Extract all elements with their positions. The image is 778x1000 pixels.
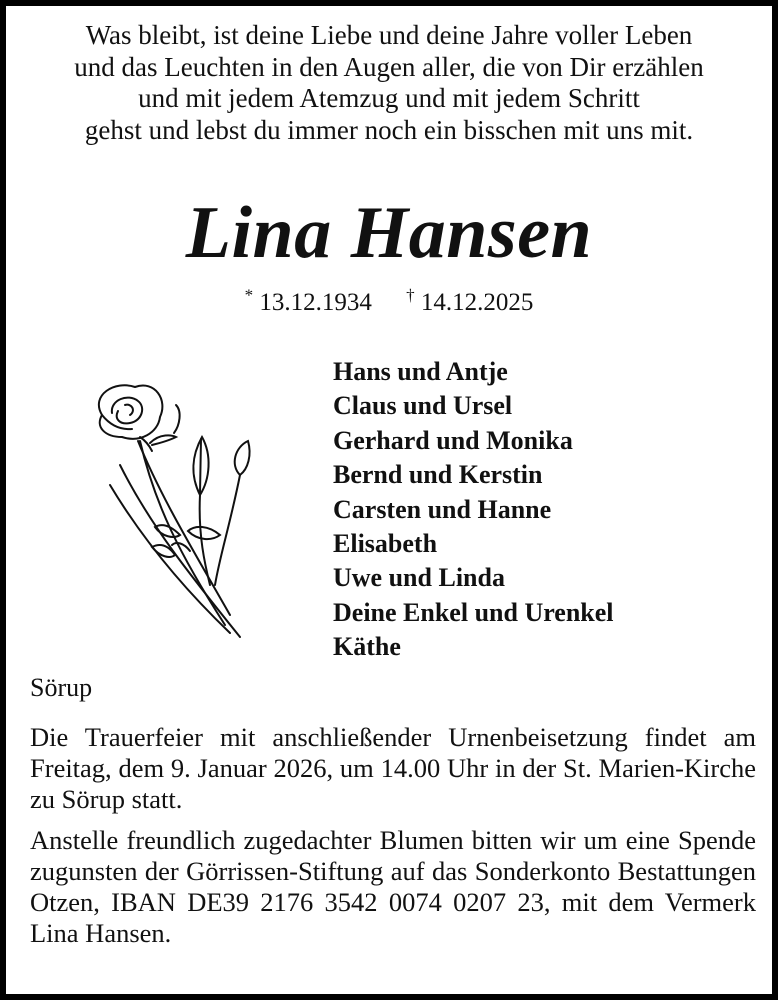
birth-date: 13.12.1934 [259,289,372,317]
birth [244,286,372,317]
memorial-verse [10,20,768,146]
deceased-name: Lina Hansen [185,192,593,274]
mourner: Bernd und Kerstin [333,460,543,490]
life-dates [0,280,778,319]
death-date: 14.12.2025 [420,289,534,317]
mourner: Uwe und Linda [333,563,505,593]
death-cross-icon: † [406,286,415,305]
mourner: Hans und Antje [333,357,508,386]
donation-info: Anstelle freundlich zugedachter Blumen bitten wir um eine Spende zugunsten der Görrissen-Stiftung auf das Sonderkonto Bestattungen Otzen, IBAN DE39 2176 3542 0074 0207 23, mit dem Vermerk Lina Hansen. [30,825,756,948]
verse-line: und das Leuchten in den Augen aller, die von Dir erzählen [74,51,704,82]
birth-star-icon: * [244,286,254,305]
verse-line: gehst und lebst du immer noch ein bisschen mit uns mit. [84,114,694,145]
mourners-list [333,355,614,665]
death [406,286,534,317]
mourner: Elisabeth [333,529,438,559]
mourner: Gerhard und Monika [333,425,573,455]
mourner: Carsten und Hanne [333,494,552,524]
mourner: Käthe [333,632,401,662]
mourner: Claus und Ursel [333,391,513,421]
verse-line: Was bleibt, ist deine Liebe und deine Jahre voller Leben [85,20,693,50]
rose-illustration-icon [80,375,260,645]
funeral-info: Die Trauerfeier mit anschließender Urnenbeisetzung findet am Freitag, dem 9. Januar 2026, um 14.00 Uhr in der St. Marien-Kirche zu Sörup statt. [30,722,756,814]
verse-line: und mit jedem Atemzug und mit jedem Schritt [138,83,640,113]
place-name: Sörup [30,673,93,702]
mourner: Deine Enkel und Urenkel [333,597,614,627]
